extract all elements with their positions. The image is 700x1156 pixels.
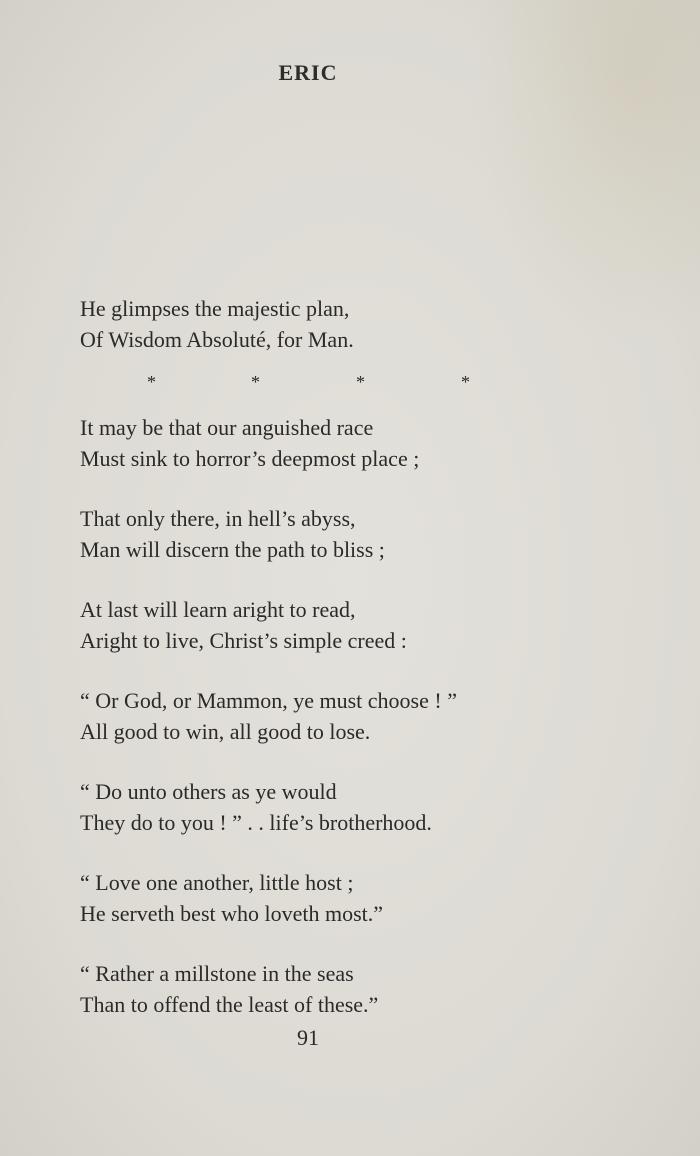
asterisk: * — [356, 372, 365, 392]
section-separator — [80, 372, 560, 402]
verse-line: He glimpses the majestic plan, — [80, 296, 350, 321]
verse-line: “ Rather a millstone in the seas — [80, 961, 354, 986]
page-number: 91 — [297, 1025, 319, 1050]
verse-line: Than to offend the least of these.” — [80, 992, 379, 1017]
stanza — [80, 685, 640, 747]
verse-line: “ Love one another, little host ; — [80, 870, 354, 895]
verse-line: “ Or God, or Mammon, ye must choose ! ” — [80, 688, 457, 713]
verse-line: All good to win, all good to lose. — [80, 719, 371, 744]
stanza — [80, 412, 640, 474]
verse-line: That only there, in hell’s abyss, — [80, 506, 356, 531]
verse-line: Must sink to horror’s deepmost place ; — [80, 446, 420, 471]
verse-line: Of Wisdom Absoluté, for Man. — [80, 327, 354, 352]
asterisk: * — [461, 372, 470, 392]
verse-line: At last will learn aright to read, — [80, 597, 356, 622]
verse-line: They do to you ! ” . . life’s brotherhood. — [80, 810, 432, 835]
poem-opening — [80, 293, 640, 384]
stanza — [80, 293, 640, 355]
stanza — [80, 776, 640, 838]
verse-line: He serveth best who loveth most.” — [80, 901, 384, 926]
verse-line: “ Do unto others as ye would — [80, 779, 337, 804]
poem-body — [80, 412, 640, 1020]
running-head: ERIC — [278, 60, 338, 85]
verse-line: Aright to live, Christ’s simple creed : — [80, 628, 407, 653]
verse-line: It may be that our anguished race — [80, 415, 374, 440]
stanza — [80, 503, 640, 565]
verse-line: Man will discern the path to bliss ; — [80, 537, 385, 562]
asterisk: * — [251, 372, 260, 392]
stanza — [80, 867, 640, 929]
asterisk: * — [147, 372, 156, 392]
stanza — [80, 958, 640, 1020]
stanza — [80, 594, 640, 656]
